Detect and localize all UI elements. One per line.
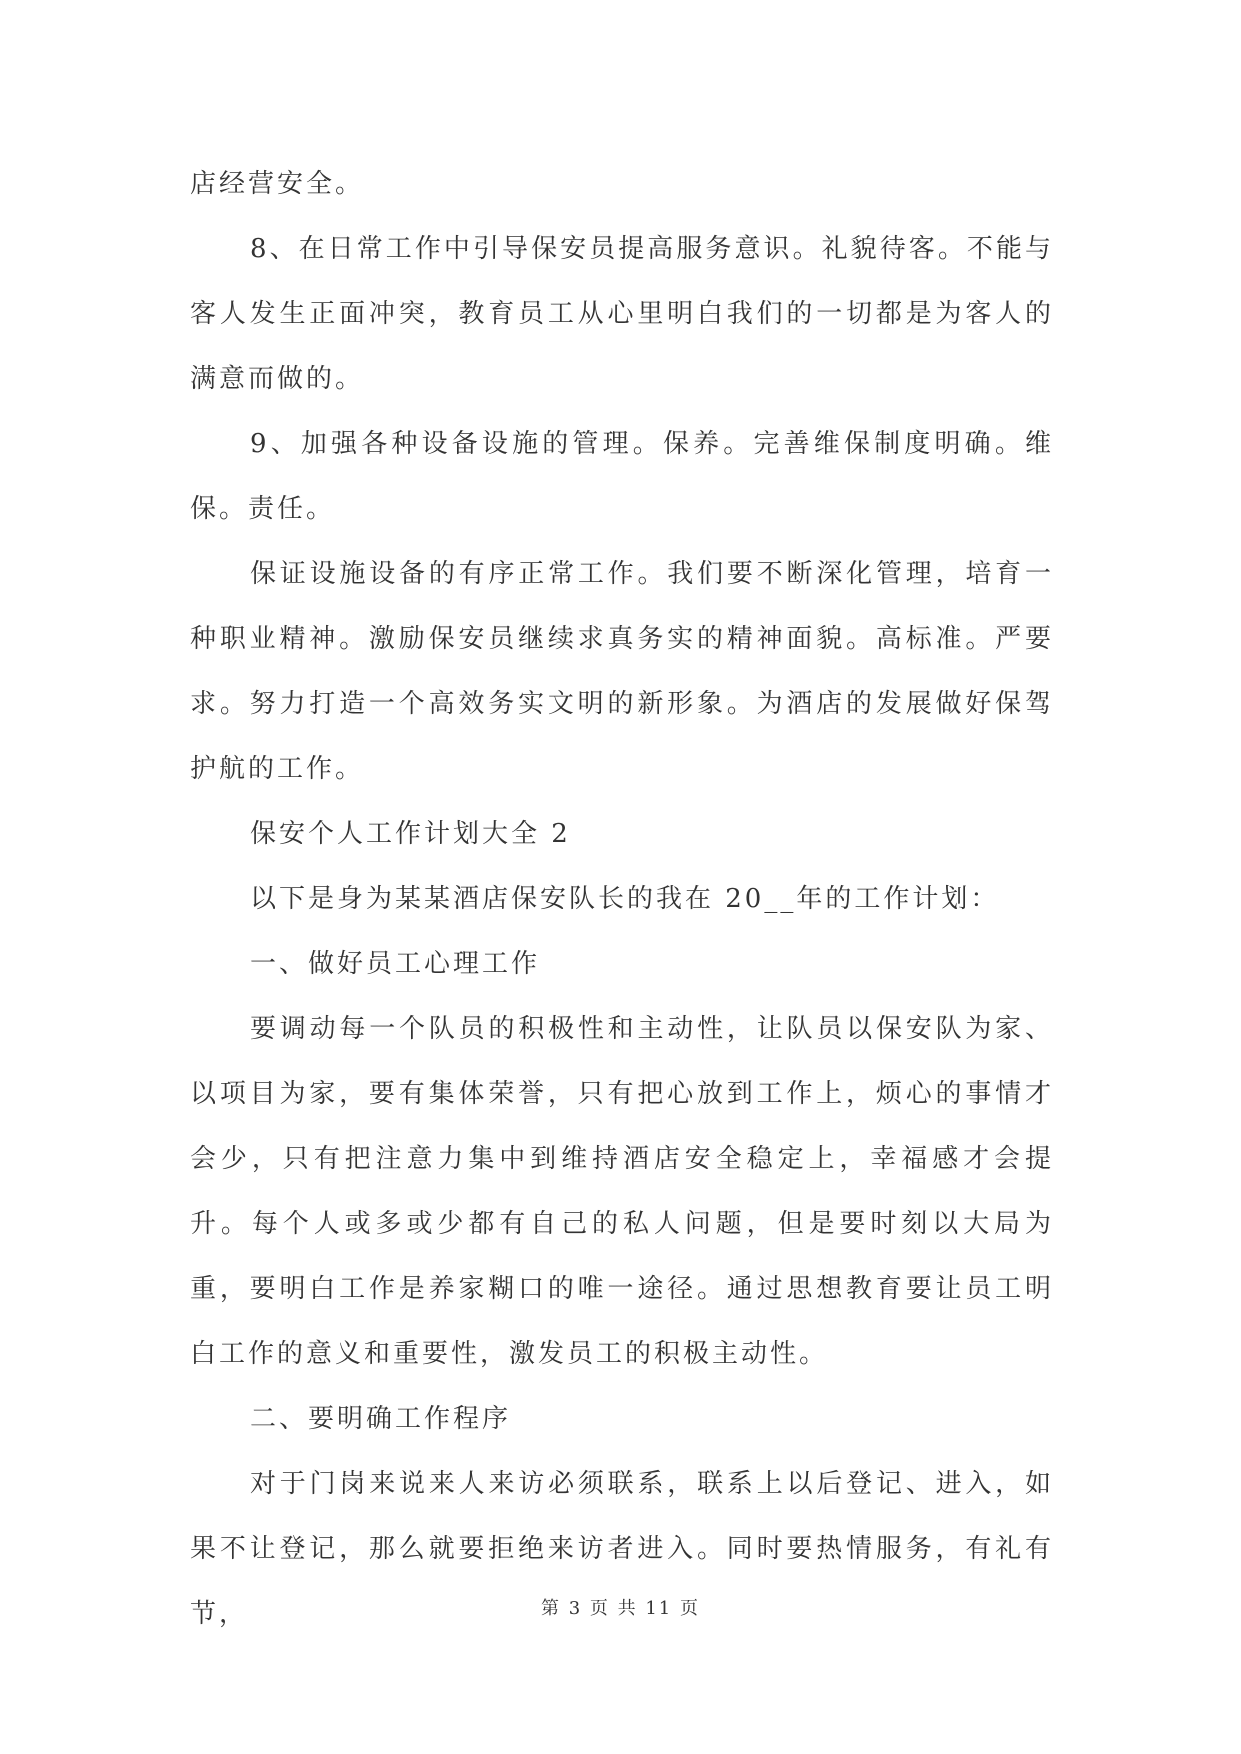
- section-heading-1: 一、做好员工心理工作: [250, 949, 541, 979]
- page-footer: 第 3 页 共 11 页: [541, 1598, 700, 1619]
- paragraph-section-1: 要调动每一个队员的积极性和主动性，让队员以保安队为家、以项目为家，要有集体荣誉，只有把心放到工作上，烦心的事情才会少，只有把注意力集中到维持酒店安全稳定上，幸福感才会提升。每个人或多或少都有自己的私人问题，但是要时刻以大局为重，要明白工作是养家糊口的唯一途径。通过思想教育要让员工明白工作的意义和重要性，激发员工的积极主动性。: [190, 1014, 1054, 1369]
- section-heading-2: 二、要明确工作程序: [250, 1404, 512, 1434]
- paragraph-continuation: 店经营安全。: [190, 169, 365, 199]
- document-body: [190, 152, 1054, 1647]
- paragraph-item-8: 8、在日常工作中引导保安员提高服务意识。礼貌待客。不能与客人发生正面冲突，教育员工从心里明白我们的一切都是为客人的满意而做的。: [190, 234, 1054, 394]
- section-title: 保安个人工作计划大全 2: [250, 819, 571, 849]
- paragraph-summary: 保证设施设备的有序正常工作。我们要不断深化管理，培育一种职业精神。激励保安员继续求真务实的精神面貌。高标准。严要求。努力打造一个高效务实文明的新形象。为酒店的发展做好保驾护航的工作。: [190, 559, 1054, 784]
- paragraph-item-9: 9、加强各种设备设施的管理。保养。完善维保制度明确。维保。责任。: [190, 429, 1054, 524]
- paragraph-section-2: 对于门岗来说来人来访必须联系，联系上以后登记、进入，如果不让登记，那么就要拒绝来访者进入。同时要热情服务，有礼有节，: [190, 1469, 1054, 1629]
- paragraph-intro: 以下是身为某某酒店保安队长的我在 20__年的工作计划：: [250, 884, 1000, 914]
